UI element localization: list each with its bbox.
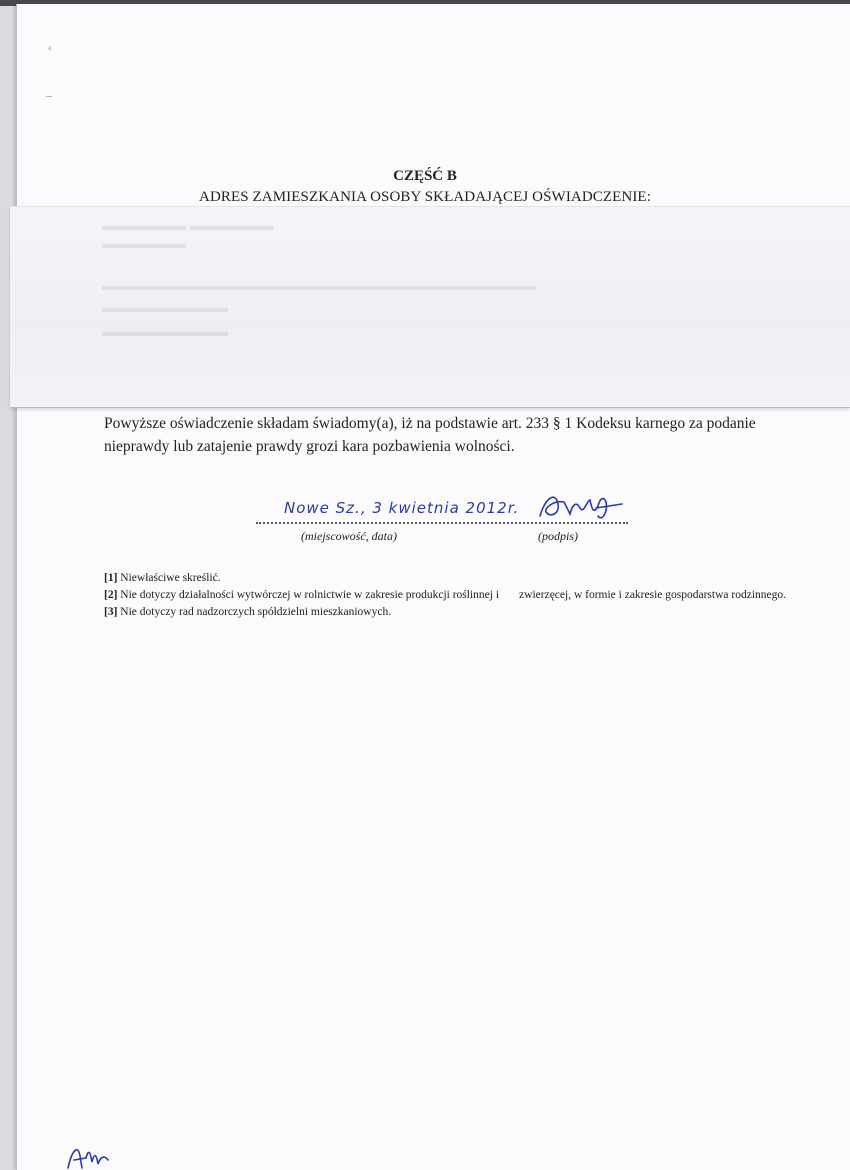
- signature-caption: (podpis): [538, 529, 578, 543]
- footnote-1: [1] Niewłaściwe skreślić.: [104, 572, 221, 584]
- footnotes: [104, 571, 804, 622]
- folded-paper-band: [10, 206, 850, 408]
- statement-text: Powyższe oświadczenie składam świadomy(a), iż na podstawie art. 233 § 1 Kodeksu karnego za podanie nieprawdy lub zatajenie prawdy grozi kara pozbawienia wolności.: [104, 415, 756, 455]
- bleed-through-text: ▬▬▬▬▬▬ ▬▬▬▬▬▬: [102, 219, 274, 234]
- footnote-3: [3] Nie dotyczy rad nadzorczych spółdzielni mieszkaniowych.: [104, 606, 392, 618]
- scan-mark: ‹: [48, 40, 52, 54]
- handwritten-place-date: Nowe Sz., 3 kwietnia 2012r.: [284, 499, 520, 517]
- scan-mark: –: [46, 88, 52, 102]
- bleed-through-text: ▬▬▬▬▬▬▬▬▬: [102, 325, 228, 340]
- bleed-through-text: ▬▬▬▬▬▬▬▬▬: [102, 301, 228, 316]
- initials-image: [64, 1140, 124, 1170]
- address-heading: ADRES ZAMIESZKANIA OSOBY SKŁADAJĄCEJ OŚWIADCZENIE:: [199, 189, 651, 205]
- bleed-through-text: ▬▬▬▬▬▬▬▬▬▬▬▬▬▬▬▬▬▬▬▬▬▬▬▬▬▬▬▬▬▬▬: [102, 279, 536, 294]
- signature-image: [536, 490, 626, 524]
- footnote-2: [2] Nie dotyczy działalności wytwórczej w rolnictwie w zakresie produkcji roślinnej i zwierzęcej, w formie i zakresie gospodarstwa rodzinnego.: [104, 589, 786, 601]
- part-title: CZĘŚĆ B: [393, 168, 457, 184]
- place-date-caption: (miejscowość, data): [301, 529, 397, 543]
- bleed-through-text: ▬▬▬▬▬▬: [102, 237, 186, 252]
